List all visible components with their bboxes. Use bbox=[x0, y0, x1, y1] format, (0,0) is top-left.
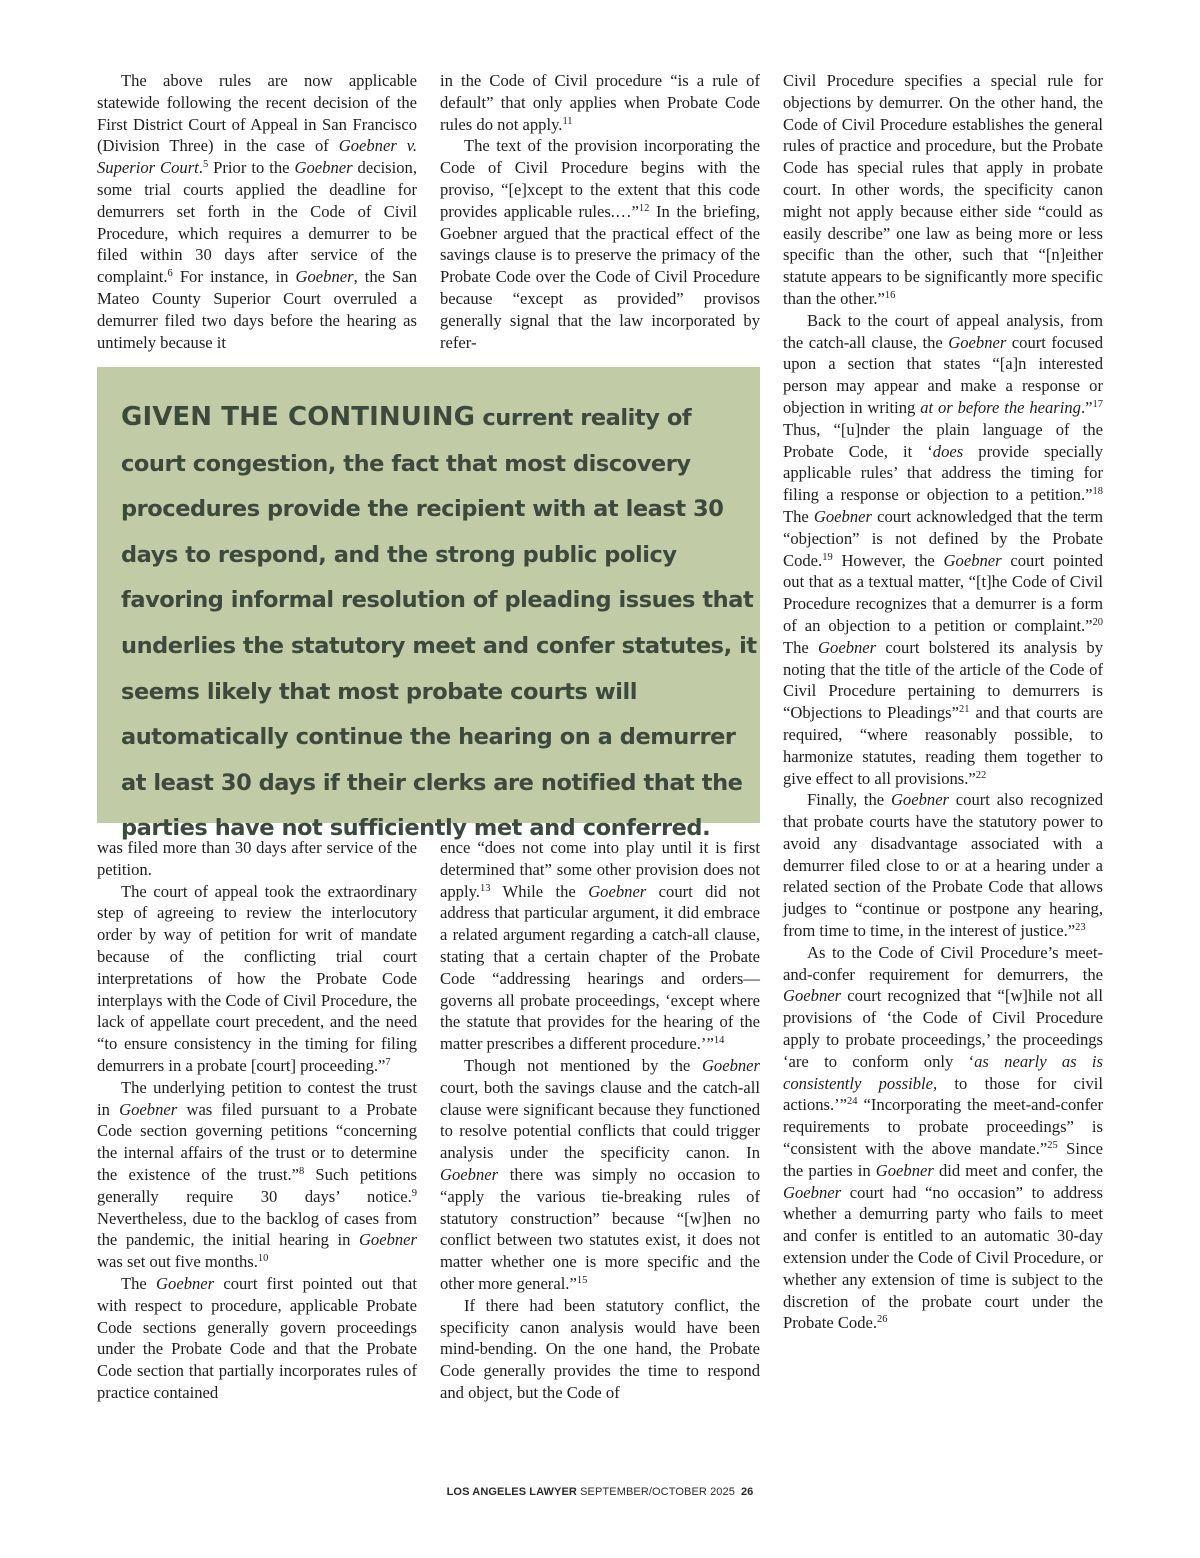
footer-publication: LOS ANGELES LAWYER bbox=[446, 1486, 577, 1498]
page-number: 26 bbox=[740, 1486, 754, 1498]
article-paragraph: Civil Procedure specifies a special rule for objections by demurrer. On the other hand, the Code of Civil Procedure establishes the general rules of practice and procedure, but the Probate Code has special rules that apply in probate court. In other words, the specificity canon might not apply because either side “could as easily describe” one law as being more or less specific than the other, such that “[n]either statute appears to be significantly more specific than the other.”$^{16}$ bbox=[783, 71, 1103, 308]
article-paragraph: The underlying petition to contest the trust in Goebner was filed pursuant to a Probate Code section governing petitions “concerning the internal affairs of the trust or to determine the existence of the trust.”$^8$ Such petitions generally require 30 days’ notice.$^9$ Nevertheless, due to the backlog of cases from the pandemic, the initial hearing in Goebner was set out five months.$^{10}$ bbox=[97, 1077, 417, 1272]
page-footer bbox=[0, 1486, 1200, 1498]
pull-quote-body: current reality of court congestion, the fact that most discovery procedures provide the recipient with at least 30 days to respond, and the strong public policy favoring informal resolution of pleading issues that underlies the statutory meet and confer statutes, it seems likely that most probate courts will automatically continue the hearing on a demurrer at least 30 days if their clerks are notified that the parties have not sufficiently met and conferred. bbox=[121, 405, 757, 842]
article-paragraph: in the Code of Civil procedure “is a rule of default” that only applies when Probate Code rules do not apply.$^{11}$ bbox=[440, 71, 760, 134]
pull-quote-text bbox=[121, 395, 760, 852]
article-paragraph: ence “does not come into play until it is first determined that” some other provision does not apply.$^{13}$ While the Goebner court did not address that particular argument, it did embrace a related argument regarding a catch-all clause, stating that a certain chapter of the Probate Code “addressing hearings and orders—governs all probate proceedings, ‘except where the statute that provides for the hearing of the matter prescribes a different procedure.’”$^{14}$ bbox=[440, 838, 761, 1054]
article-paragraph: The court of appeal took the extraordinary step of agreeing to review the interlocutory order by way of petition for writ of mandate because of the conflicting trial court interpretations of how the Probate Code interplays with the Code of Civil Procedure, the lack of appellate court precedent, and the need “to ensure consistency in the timing for filing demurrers in a probate [court] proceeding.”$^7$ bbox=[97, 881, 417, 1075]
article-paragraph: If there had been statutory conflict, the specificity canon analysis would have been mind-bending. On the one hand, the Probate Code generally provides the time to respond and object, but the Code of bbox=[440, 1295, 760, 1402]
article-column-2-bottom bbox=[440, 837, 760, 1404]
article-paragraph: The Goebner court first pointed out that with respect to procedure, applicable Probate Code sections generally govern proceedings under the Probate Code and that the Probate Code section that partially incorporates rules of practice contained bbox=[97, 1273, 417, 1402]
pull-quote-box bbox=[97, 367, 760, 842]
article-paragraph: was filed more than 30 days after service of the petition. bbox=[97, 838, 417, 879]
article-paragraph: Back to the court of appeal analysis, from the catch-all clause, the Goebner court focused upon a section that states “[a]n interested person may appear and make a response or objection in writing at or before the hearing.”$^{17}$ Thus, “[u]nder the plain language of the Probate Code, it ‘does provide specially applicable rules’ that address the timing for filing a response or objection to a petition.”$^{18}$ The Goebner court acknowledged that the term “objection” is not defined by the Probate Code.$^{19}$ However, the Goebner court pointed out that as a textual matter, “[t]he Code of Civil Procedure recognizes that a demurrer is a form of an objection to a petition or complaint.”$^{20}$ The Goebner court bolstered its analysis by noting that the title of the article of the Code of Civil Procedure pertaining to demurrers is “Objections to Pleadings”$^{21}$ and that courts are required, “where reasonably possible, to harmonize statutes, reading them together to give effect to all provisions.”$^{22}$ bbox=[783, 310, 1104, 788]
article-column-1-bottom bbox=[97, 837, 417, 1404]
footer-issue: SEPTEMBER/OCTOBER 2025 bbox=[576, 1486, 735, 1498]
article-paragraph: The text of the provision incorporating the Code of Civil Procedure begins with the proviso, “[e]xcept to the extent that this code provides applicable rules.…”$^{12}$ In the briefing, Goebner argued that the practical effect of the savings clause is to preserve the primacy of the Probate Code over the Code of Civil Procedure because “except as provided” provisos generally signal that the law incorporated by refer- bbox=[440, 136, 760, 352]
article-column-1-top bbox=[97, 70, 417, 353]
article-paragraph: The above rules are now applicable statewide following the recent decision of the First District Court of Appeal in San Francisco (Division Three) in the case of Goebner v. Superior Court.$^5$ Prior to the Goebner decision, some trial courts applied the deadline for demurrers set forth in the Code of Civil Procedure, which requires a demurrer to be filed within 30 days after service of the complaint.$^6$ For instance, in Goebner, the San Mateo County Superior Court overruled a demurrer filed two days before the hearing as untimely because it bbox=[97, 71, 417, 352]
article-column-2-top bbox=[440, 70, 760, 353]
article-paragraph: Finally, the Goebner court also recognized that probate courts have the statutory power to avoid any disadvantage associated with a demurrer filed close to or at a hearing under a related section of the Probate Code that allows judges to “continue or postpone any hearing, from time to time, in the interest of justice.”$^{23}$ bbox=[783, 790, 1103, 941]
pull-quote-lead: GIVEN THE CONTINUING bbox=[121, 402, 476, 432]
article-paragraph: Though not mentioned by the Goebner court, both the savings clause and the catch-all clause were significant because they functioned to resolve potential conflicts that could trigger analysis under the specificity canon. In Goebner there was simply no occasion to “apply the various tie-breaking rules of statutory construction” because “[w]hen no conflict between two statutes exist, it does not matter whether one is more specific and the other more general.”$^{15}$ bbox=[440, 1055, 760, 1293]
article-column-3 bbox=[783, 70, 1103, 1334]
article-paragraph: As to the Code of Civil Procedure’s meet-and-confer requirement for demurrers, the Goebner court recognized that “[w]hile not all provisions of ‘the Code of Civil Procedure apply to probate proceedings,’ the proceedings ‘are to conform only ‘as nearly as is consistently possible, to those for civil actions.’”$^{24}$ “Incorporating the meet-and-confer requirements to probate proceedings” is “consistent with the above mandate.”$^{25}$ Since the parties in Goebner did meet and confer, the Goebner court had “no occasion” to address whether a demurring party who fails to meet and confer is entitled to an automatic 30-day extension under the Code of Civil Procedure, or whether any extension of time is subject to the discretion of the probate court under the Probate Code.$^{26}$ bbox=[783, 942, 1104, 1333]
